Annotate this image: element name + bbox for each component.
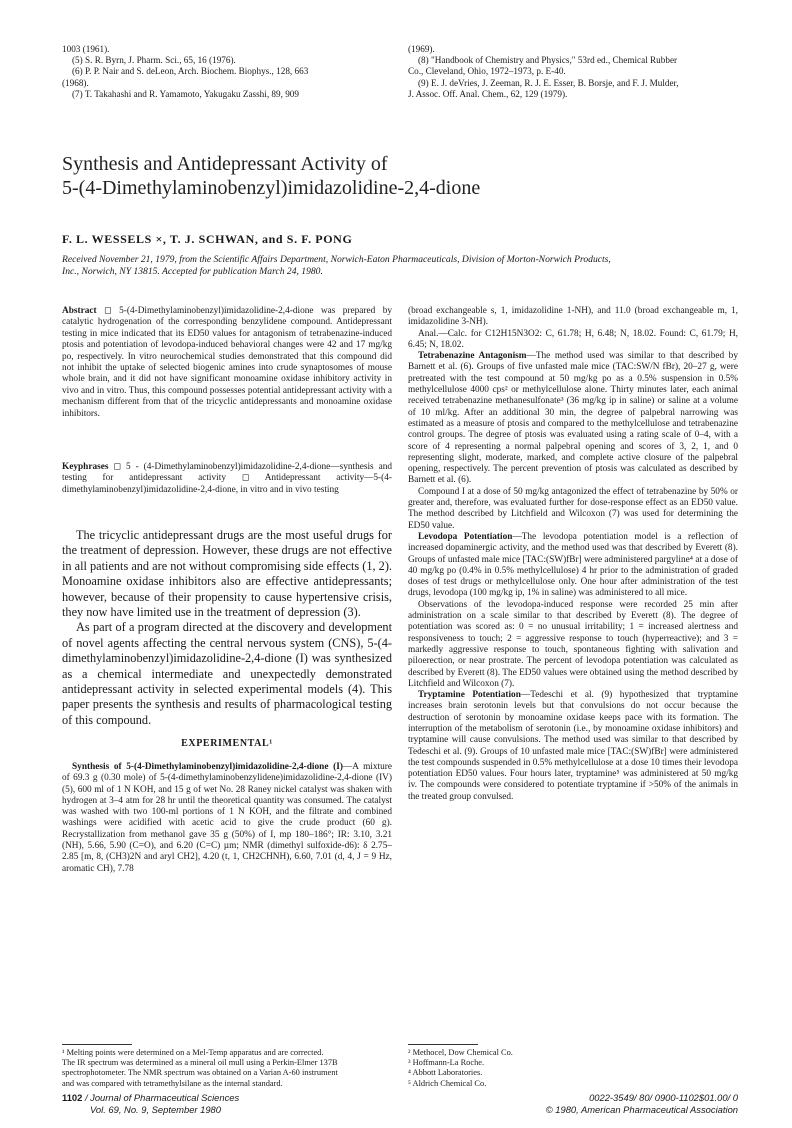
received-info (62, 254, 742, 278)
volume-info: Vol. 69, No. 9, September 1980 (90, 1104, 221, 1115)
reference-line: (1969). (408, 44, 435, 54)
synthesis-label: Synthesis of 5-(4-Dimethylaminobenzyl)imidazolidine-2,4-dione (I) (72, 762, 343, 772)
footnotes-right (408, 1048, 738, 1089)
introduction (62, 528, 392, 728)
reference-line: (1968). (62, 77, 89, 88)
analysis-text: Anal.—Calc. for C12H15N3O2: C, 61.78; H, 6.48; N, 18.02. Found: C, 61.79; H, 6.45; N, 18.02. (408, 328, 738, 350)
right-column (408, 306, 738, 803)
reference-line: (5) S. R. Byrn, J. Pharm. Sci., 65, 16 (1976). (72, 55, 236, 66)
article-title (62, 152, 742, 200)
footnote-rule-right (408, 1044, 478, 1045)
keyphrases-text: 5 - (4-Dimethylaminobenzyl)imidazolidine-2,4-dione—synthesis and testing for antidepressant activity ◻ Antidepressant activity—5-(4-dimethylaminobenzyl)imidazolidine-2,4-dione, in vitro and in vivo testing (62, 462, 392, 495)
reference-line: 1003 (1961). (62, 44, 110, 54)
tetrabenazine-label: Tetrabenazine Antagonism (418, 351, 527, 362)
footnote-line: ⁵ Aldrich Chemical Co. (408, 1078, 487, 1088)
top-references-left (62, 44, 392, 100)
footer-left (62, 1092, 392, 1116)
synthesis-text: —A mixture of 69.3 g (0.30 mole) of 5-(4-dimethylaminobenzylidene)imidazolidine-2,4-dione (IV) (5), 600 ml of 1 N KOH, and 15 g of wet No. 28 Raney nickel catalyst was shaken with hydrogen at 3–4 atm for 28 hr until the theoretical quantity was consumed. The catalyst was washed with two 100-ml portions of 1 N KOH, and the filtrate and combined washings were acidified with acetic acid to give the crude product (60 g). Recrystallization from methanol gave 35 g (50%) of I, mp 180–186°; IR: 3.10, 3.21 (NH), 5.66, 5.90 (C=O), and 6.20 (C=C) µm; NMR (dimethyl sulfoxide-d6): δ 2.75–2.85 [m, 8, (CH3)2N and aryl CH2], 4.20 (t, 1, CH2CHNH), 6.60, 7.01 (d, 4, J = 9 Hz, aromatic CH), 7.78 (62, 762, 392, 874)
keyphrases-label: Keyphrases ◻ (62, 462, 122, 472)
reference-line: Co., Cleveland, Ohio, 1972–1973, p. E-40. (408, 66, 566, 77)
levodopa-text: —The levodopa potentiation model is a reflection of increased dopaminergic activity, and the method used was that described by Everett (8). Groups of unfasted male mice [TAC:(SW)fBr] were administered pargyline⁴ at a dose of 40 mg/kg po (0.4% in 0.5% methylcellulose) 4 hr prior to the administration of graded doses of test drugs or methylcellulose only. One hour after administration of the test drugs, levodopa (100 mg/kg ip, 1% in saline) was administered to all mice. (408, 531, 738, 599)
footnote-line: ³ Hoffmann-La Roche. (408, 1058, 485, 1068)
tetrabenazine-text: —The method used was similar to that described by Barnett et al. (6). Groups of five unfasted male mice (TAC:SW/N fBr), 20–27 g, were pretreated with the test compound at 50 mg/kg po as a 0.5% suspension in 0.5% methylcellulose 4000 cps² or methylcellulose alone. Thirty minutes later, each animal received tetrabenazine methanesulfonate³ (36 mg/kg ip in saline) or saline at a volume of 10 ml/kg. After an additional 30 min, the degree of palpebral narrowing was estimated as a measure of ptosis and compared to the methylcellulose and tetrabenazine control groups. The degree of ptosis was evaluated using a rating scale of 0–4, with a score of 4 representing a normal palpebral opening and scores of 3, 2, 1, and 0 representing slight, moderate, marked, and complete active closure of the palpebral opening, respectively. The percent prevention of ptosis was calculated as described by Barnett et al. (6). (408, 351, 738, 486)
authors: F. L. WESSELS ×, T. J. SCHWAN, and S. F. PONG (62, 232, 353, 246)
received-line-1: Received November 21, 1979, from the Scientific Affairs Department, Norwich-Eaton Pharmaceuticals, Division of Morton-Norwich Products, (62, 254, 611, 265)
footnote-line: ¹ Melting points were determined on a Mel-Temp apparatus and are corrected. (62, 1048, 324, 1057)
synthesis-section (62, 762, 392, 875)
experimental-heading: EXPERIMENTAL¹ (181, 738, 273, 749)
footnote-line: ² Methocel, Dow Chemical Co. (408, 1048, 513, 1057)
reference-line: J. Assoc. Off. Anal. Chem., 62, 129 (1979). (408, 88, 568, 99)
footer-right (408, 1092, 738, 1116)
footnote-line: and was compared with tetramethylsilane as the internal standard. (62, 1078, 283, 1088)
tryptamine-label: Tryptamine Potentiation (418, 690, 521, 701)
tryptamine-text: —Tedeschi et al. (9) hypothesized that tryptamine increases brain serotonin levels but that convulsions do not occur because the destruction of serotonin by monoamine oxidase keeps pace with its formation. The interruption of the metabolism of serotonin (i.e., by monoamine oxidase inhibitors) and tryptamine will cause convulsions. The method used was similar to that described by Tedeschi et al. (9). Groups of 10 unfasted male mice [TAC:(SW)fBr] were administered the test compounds suspended in 0.5% methylcellulose at a dose 10 times their levodopa potentiation ED50 values. Four hours later, tryptamine⁵ was administered at 50 mg/kg iv. The compounds were considered to potentiate tryptamine if >50% of the animals in the treated group convulsed. (408, 690, 738, 802)
reference-line: (7) T. Takahashi and R. Yamamoto, Yakugaku Zasshi, 89, 909 (72, 88, 299, 99)
abstract-text: 5-(4-Dimethylaminobenzyl)imidazolidine-2,4-dione was prepared by catalytic hydrogenation of the corresponding benzylidene compound. Antidepressant testing in mice indicated that its ED50 values for antagonism of tetrabenazine-induced ptosis and potentiation of levodopa-induced behavioral changes were 42 and 17 mg/kg po, respectively. In vitro neurochemical studies demonstrated that this compound did not inhibit the uptake of selected biogenic amines into crude synaptosomes of mouse whole brain, and it did not have significant monoamine oxidase inhibitory activity in vivo and in vitro. Thus, this compound possesses potential antidepressant activity with a mechanism different from that of the tricyclic antidepressants and monoamine oxidase inhibitors. (62, 306, 392, 419)
page-number: 1102 (62, 1092, 83, 1103)
received-line-2: Inc., Norwich, NY 13815. Accepted for publication March 24, 1980. (62, 266, 323, 277)
nmr-continuation: (broad exchangeable s, 1, imidazolidine 1-NH), and 11.0 (broad exchangeable m, 1, imidazolidine 3-NH). (408, 306, 738, 328)
title-line-2: 5-(4-Dimethylaminobenzyl)imidazolidine-2,4-dione (62, 177, 481, 199)
abstract (62, 306, 392, 420)
reference-line: (6) P. P. Nair and S. deLeon, Arch. Biochem. Biophys., 128, 663 (72, 66, 309, 77)
reference-line: (8) "Handbook of Chemistry and Physics," 53rd ed., Chemical Rubber (418, 55, 678, 66)
compound-paragraph: Compound I at a dose of 50 mg/kg antagonized the effect of tetrabenazine by 50% or greater and, therefore, was evaluated further for dose-response effect as an ED50 value. The method described by Litchfield and Wilcoxon (7) was used for determining the ED50 value. (408, 486, 738, 531)
abstract-label: Abstract ◻ (62, 306, 112, 316)
keyphrases (62, 462, 392, 496)
footnote-line: spectrophotometer. The NMR spectrum was obtained on a Varian A-60 instrument (62, 1068, 338, 1078)
intro-paragraph-2: As part of a program directed at the discovery and development of novel agents affecting the central nervous system (CNS), 5-(4-dimethylaminobenzyl)imidazolidine-2,4-dione (I) was synthesized as a chemical intermediate and unexpectedly demonstrated antidepressant activity in selected experimental models (4). This paper presents the synthesis and results of pharmacological testing of this compound. (62, 620, 392, 727)
footnote-rule-left (62, 1044, 132, 1045)
article-code: 0022-3549/ 80/ 0900-1102$01.00/ 0 (589, 1092, 738, 1103)
copyright: © 1980, American Pharmaceutical Association (545, 1104, 738, 1115)
intro-paragraph-1: The tricyclic antidepressant drugs are the most useful drugs for the treatment of depression. However, these drugs are not effective in all patients and are not without compromising side effects (1, 2). Monoamine oxidase inhibitors also are effective antidepressants; however, because of their propensity to cause hypertensive crisis, they now have limited use in the treatment of depression (3). (62, 528, 393, 620)
top-references-right (408, 44, 738, 100)
footnote-line: The IR spectrum was determined as a mineral oil mull using a Perkin-Elmer 137B (62, 1058, 338, 1068)
footnote-line: ⁴ Abbott Laboratories. (408, 1068, 483, 1078)
title-line-1: Synthesis and Antidepressant Activity of (62, 153, 388, 175)
observations-paragraph: Observations of the levodopa-induced response were recorded 25 min after administration on a scale similar to that described by Everett (8). The degree of potentiation was scored as: 0 = no unusual irritability; 1 = increased alertness and responsiveness to touch; 2 = aggressive response to touch (hyperreactive); and 3 = markedly aggressive response to touch, spontaneous fighting with salivation and piloerection, or near prostrate. The percent of levodopa potentiation was calculated as described by Everett (8). The ED50 values were obtained using the method described by Litchfield and Wilcoxon (7). (408, 599, 738, 689)
levodopa-label: Levodopa Potentiation (418, 531, 513, 542)
reference-line: (9) E. J. deVries, J. Zeeman, R. J. E. Esser, B. Borsje, and F. J. Mulder, (418, 77, 679, 88)
footnotes-left (62, 1048, 392, 1089)
journal-name: / Journal of Pharmaceutical Sciences (82, 1092, 240, 1103)
